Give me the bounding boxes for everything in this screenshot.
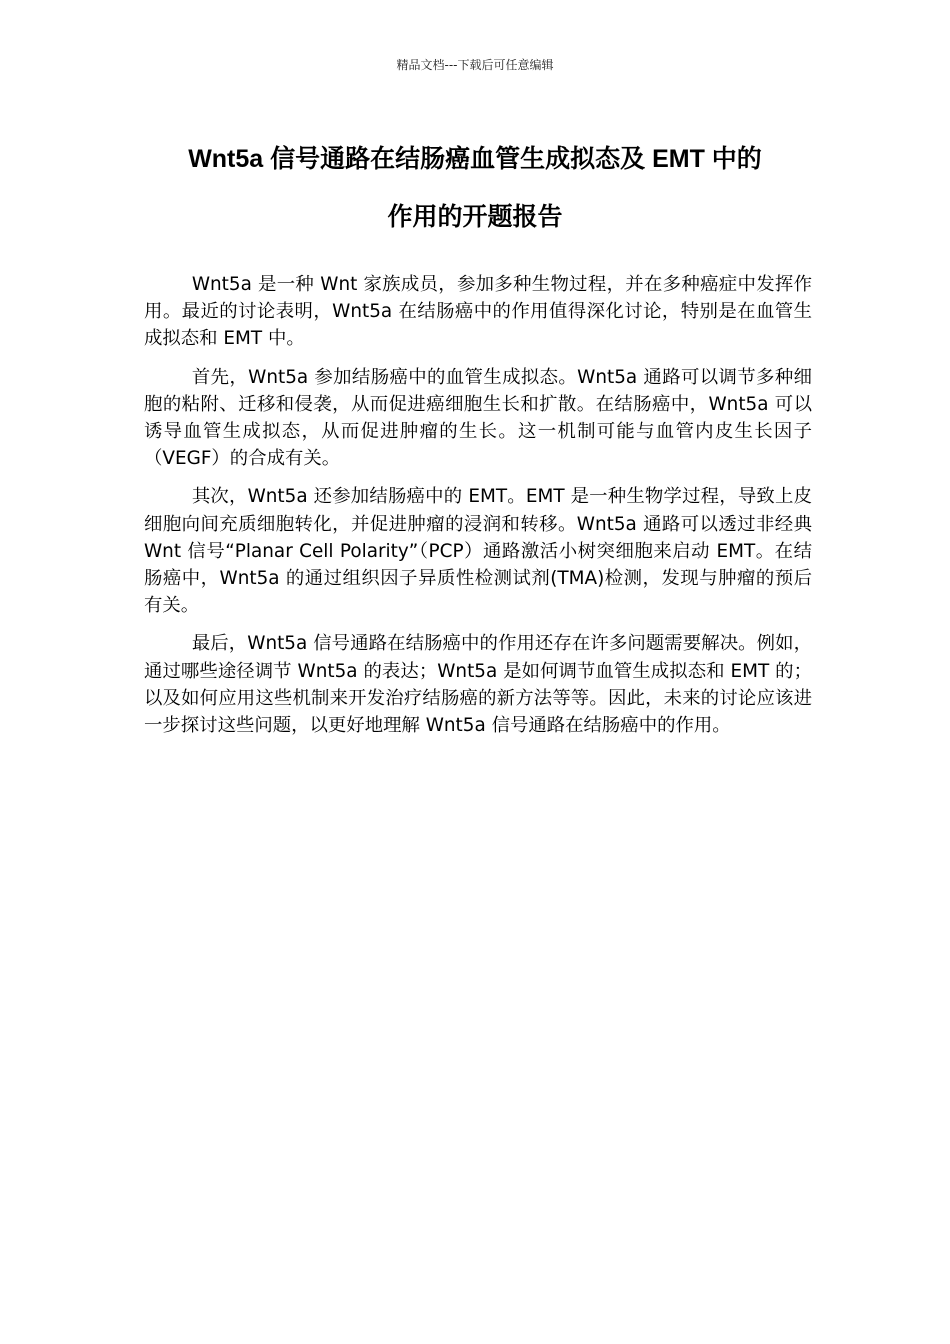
paragraph-conclusion: 最后，Wnt5a 信号通路在结肠癌中的作用还存在许多问题需要解决。例如，通过哪些途径调节 Wnt5a 的表达；Wnt5a 是如何调节血管生成拟态和 EMT 的；以及如何应用这些机制来开发治疗结肠癌的新方法等等。因此，未来的讨论应该进一步探讨这些问题，以更好地理解 Wnt5a 信号通路在结肠癌中的作用。 xyxy=(144,633,812,737)
paragraph-vasculogenic-mimicry: 首先，Wnt5a 参加结肠癌中的血管生成拟态。Wnt5a 通路可以调节多种细胞的粘附、迁移和侵袭，从而促进癌细胞生长和扩散。在结肠癌中，Wnt5a 可以诱导血管生成拟态，从而促进肿瘤的生长。这一机制可能与血管内皮生长因子（VEGF）的合成有关。 xyxy=(144,366,812,470)
document-body xyxy=(144,271,812,750)
document-title xyxy=(140,130,810,246)
title-line-2: 作用的开题报告 xyxy=(387,203,563,231)
header-note: 精品文档---下载后可任意编辑 xyxy=(396,58,554,72)
title-line-1: Wnt5a 信号通路在结肠癌血管生成拟态及 EMT 中的 xyxy=(188,145,762,173)
paragraph-emt: 其次，Wnt5a 还参加结肠癌中的 EMT。EMT 是一种生物学过程，导致上皮细胞向间充质细胞转化，并促进肿瘤的浸润和转移。Wnt5a 通路可以透过非经典 Wnt 信号“Planar Cell Polarity”（PCP）通路激活小树突细胞来启动 EMT。在结肠癌中，Wnt5a 的通过组织因子异质性检测试剂(TMA)检测，发现与肿瘤的预后有关。 xyxy=(144,486,812,617)
paragraph-intro: Wnt5a 是一种 Wnt 家族成员，参加多种生物过程，并在多种癌症中发挥作用。最近的讨论表明，Wnt5a 在结肠癌中的作用值得深化讨论，特别是在血管生成拟态和 EMT 中。 xyxy=(144,274,812,350)
